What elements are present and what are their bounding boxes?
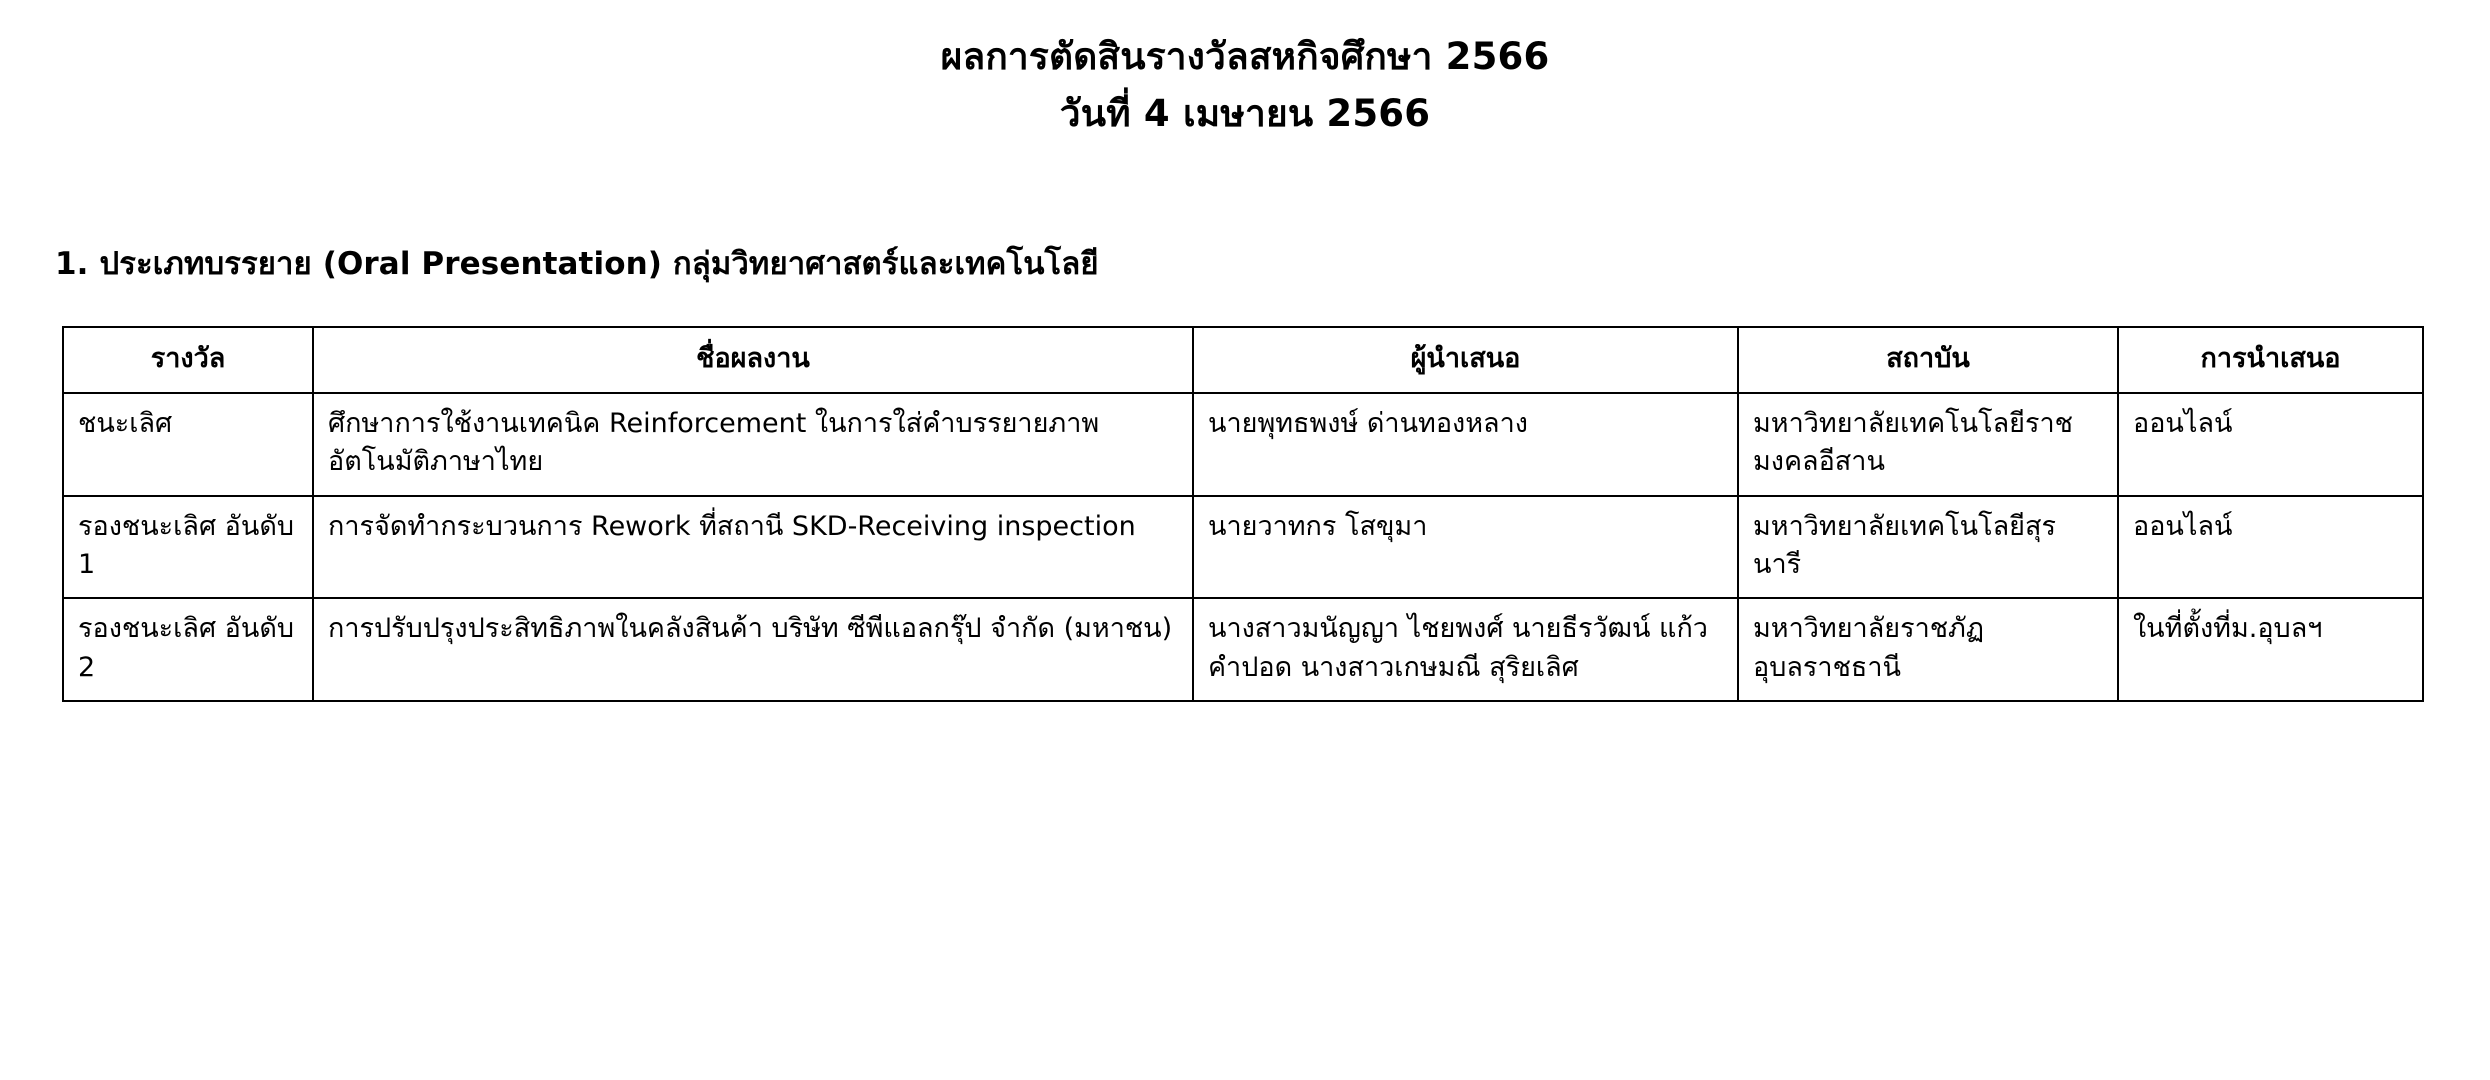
- cell-institute: มหาวิทยาลัยราชภัฏอุบลราชธานี: [1738, 598, 2118, 701]
- cell-presenter: นายวาทกร โสขุมา: [1193, 496, 1738, 599]
- cell-presenter: นายพุทธพงษ์ ด่านทองหลาง: [1193, 393, 1738, 496]
- cell-work-title: การปรับปรุงประสิทธิภาพในคลังสินค้า บริษัท ซีพีแอลกรุ๊ป จำกัด (มหาชน): [313, 598, 1193, 701]
- column-header-award: รางวัล: [63, 327, 313, 393]
- cell-institute: มหาวิทยาลัยเทคโนโลยีราชมงคลอีสาน: [1738, 393, 2118, 496]
- cell-presenter: นางสาวมนัญญา ไชยพงศ์ นายธีรวัฒน์ แก้วคำปอด นางสาวเกษมณี สุริยเลิศ: [1193, 598, 1738, 701]
- document-title-line-2: วันที่ 4 เมษายน 2566: [1059, 92, 1431, 136]
- column-header-institute: สถาบัน: [1738, 327, 2118, 393]
- cell-work-title: ศึกษาการใช้งานเทคนิค Reinforcement ในการใส่คำบรรยายภาพอัตโนมัติภาษาไทย: [313, 393, 1193, 496]
- cell-award: รองชนะเลิศ อันดับ 2: [63, 598, 313, 701]
- document-title-line-1: ผลการตัดสินรางวัลสหกิจศึกษา 2566: [940, 35, 1550, 78]
- cell-award: รองชนะเลิศ อันดับ 1: [63, 496, 313, 599]
- section-heading: 1. ประเภทบรรยาย (Oral Presentation) กลุ่มวิทยาศาสตร์และเทคโนโลยี: [55, 245, 1099, 282]
- cell-work-title: การจัดทำกระบวนการ Rework ที่สถานี SKD-Receiving inspection: [313, 496, 1193, 599]
- table-header-row: [63, 327, 2423, 393]
- column-header-presenter: ผู้นำเสนอ: [1193, 327, 1738, 393]
- cell-award: ชนะเลิศ: [63, 393, 313, 496]
- results-table-container: [62, 326, 2422, 702]
- column-header-presentation-mode: การนำเสนอ: [2118, 327, 2423, 393]
- results-table: [62, 326, 2424, 702]
- cell-presentation-mode: ในที่ตั้งที่ม.อุบลฯ: [2118, 598, 2423, 701]
- column-header-work-title: ชื่อผลงาน: [313, 327, 1193, 393]
- cell-presentation-mode: ออนไลน์: [2118, 496, 2423, 599]
- table-row: [63, 496, 2423, 599]
- table-row: [63, 393, 2423, 496]
- table-row: [63, 598, 2423, 701]
- cell-institute: มหาวิทยาลัยเทคโนโลยีสุรนารี: [1738, 496, 2118, 599]
- cell-presentation-mode: ออนไลน์: [2118, 393, 2423, 496]
- document-title-block: [0, 0, 2490, 143]
